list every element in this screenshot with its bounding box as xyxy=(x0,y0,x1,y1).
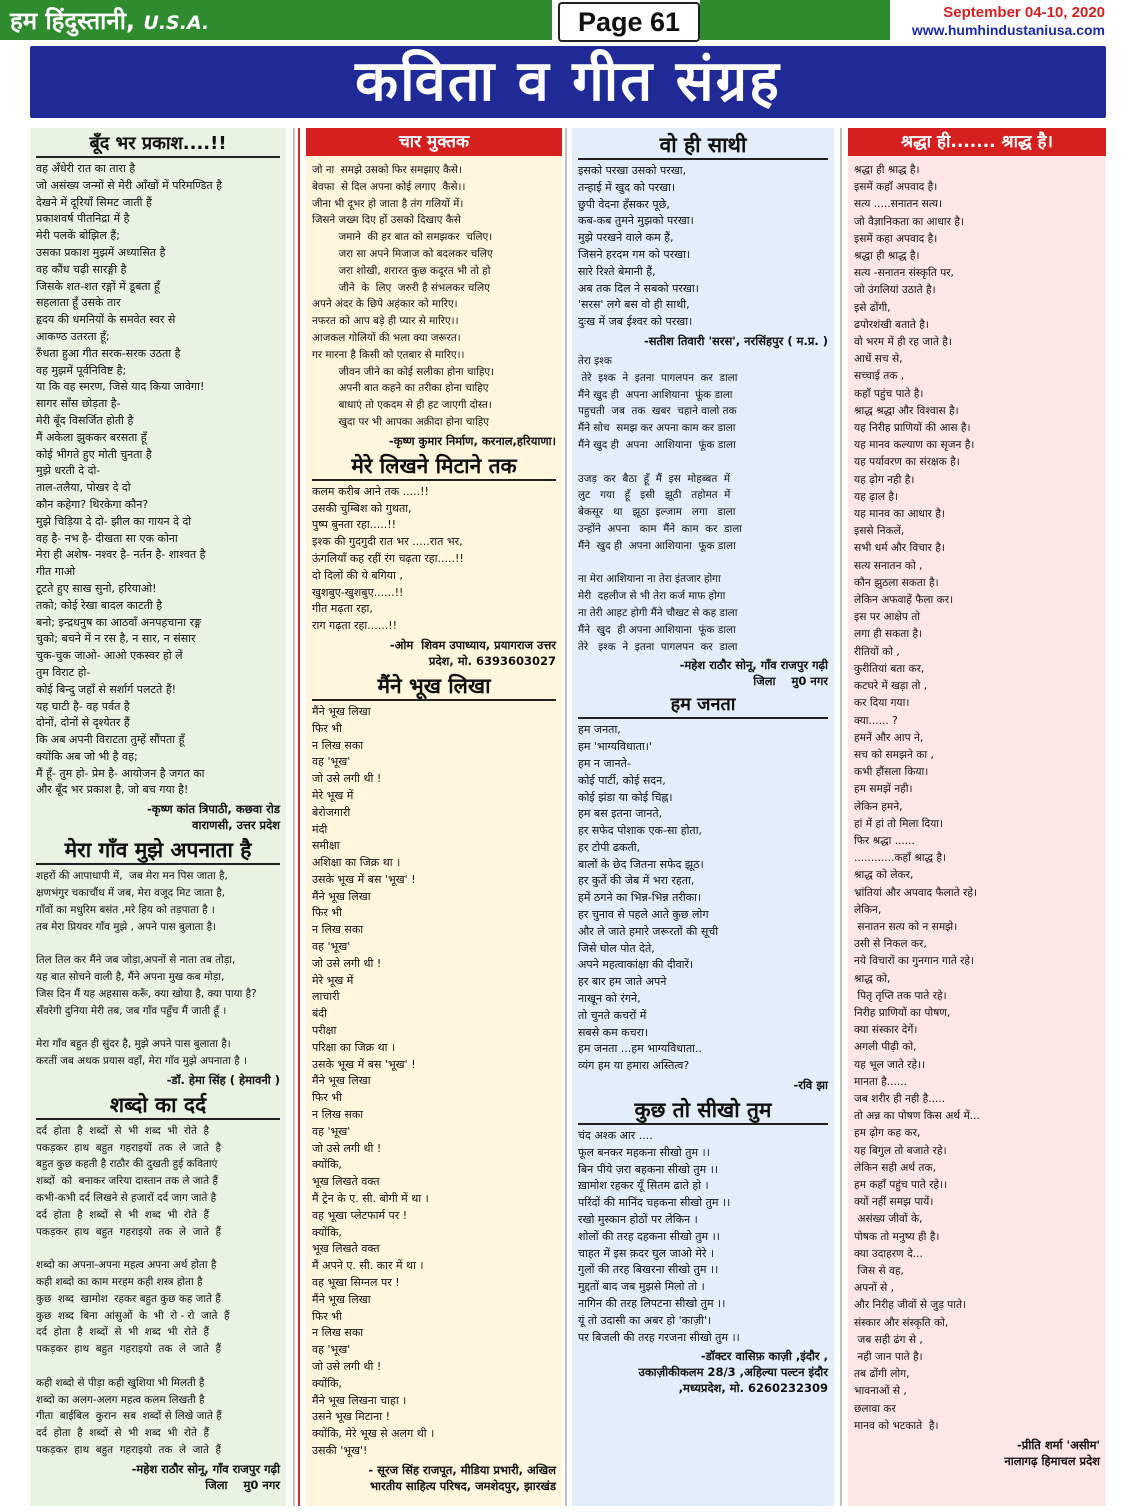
poem-author: -ओम शिवम उपाध्याय, प्रयागराज उत्तर प्रदेश, मो. 6393603027 xyxy=(389,637,556,668)
website-link[interactable]: www.humhindustaniusa.com xyxy=(911,22,1105,38)
column-3 xyxy=(572,128,834,1506)
column-divider xyxy=(840,128,842,1506)
masthead-green-strip xyxy=(700,0,890,40)
poem-body: हम जनता, हम 'भाग्यविधाता।' हम न जानते- कोई पार्टी, कोई सदन, कोई झंडा या कोई चिह्न। हम बस इतना जानते, हर सफेद पोशाक एक-सा होता, हर टोपी ढकती, बालों के छेद जितना सफेद झूठ। हर कुर्ते की जेब में भरा रहता, हमें ठगने का भिन्न-भिन्न तरीका। हर चुनाव से पहले आते कुछ लोग और ले जाते हमारे जरूरतों की सूची जिसे घोल पोत देते, अपने महत्वाकांक्षा की दीवारें। हर बार हम जाते अपने नाखून को रंगने, तो चुनते कचरों में सबसे कम कचरा। हम जनता ...हम भाग्यविधाता.. व्यंग हम या हमारा अस्तित्व? xyxy=(578,723,719,1073)
poem-author: - सूरज सिंह राजपूत, मीडिया प्रभारी, अखिल भारतीय साहित्य परिषद, जमशेदपुर, झारखंड xyxy=(368,1462,556,1493)
poem-title: हम जनता xyxy=(578,693,828,719)
poem-title: मैंने भूख लिखा xyxy=(312,673,556,701)
poem-title: चार मुक्तक xyxy=(306,128,562,156)
column-divider xyxy=(565,128,567,1506)
poem-author: -डॉ. हेमा सिंह ( हेमावनी ) xyxy=(166,1072,280,1087)
column-1 xyxy=(30,128,286,1506)
page-number: Page 61 xyxy=(558,2,700,42)
section-banner xyxy=(30,46,1106,118)
poem-body: मैंने भूख लिखा फिर भी न लिख सका वह 'भूख' जो उसे लगी थी ! मेरे भूख में बेरोजगारी मंदी समीक्षा अशिक्षा का जिक्र था । उसके भूख में बस 'भूख' ! मैंने भूख लिखा फिर भी न लिख सका वह 'भूख' जो उसे लगी थी ! मेरे भूख में लाचारी बंदी परीक्षा परिक्षा का जिक्र था । उसके भूख में बस 'भूख' ! मैंने भूख लिखा फिर भी न लिख सका वह 'भूख' जो उसे लगी थी ! क्योंकि, भूख लिखते वक्त मैं ट्रेन के ए. सी. बोगी में था । वह भूखा प्लेटफार्म पर ! क्योंकि, भूख लिखते वक्त मैं अपने ए. सी. कार में था । वह भूखा सिग्नल पर ! मैंने भूख लिखा फिर भी न लिख सका वह 'भूख' जो उसे लगी थी ! क्योंकि, मैंने भूख लिखना चाहा । उसने भूख मिटाना ! क्योंकि, मेरे भूख से अलग थी । उसकी 'भूख'! xyxy=(312,704,435,1457)
newspaper-title-hindi: हम हिंदुस्तानी, xyxy=(10,7,136,35)
poem-title: बूँद भर प्रकाश....!! xyxy=(36,132,280,158)
poem-title: श्रद्धा ही....... श्राद्ध है। xyxy=(848,128,1106,156)
poem-body: वह अँधेरी रात का तारा है जो असंख्य जन्मों से मेरी आँखों में परिमण्डित है देखने में दूरियाँ सिमट जाती हैं प्रकाशवर्ष पीतनिद्रा में है मेरी पलकें बोझिल हैं; उसका प्रकाश मुझमें अध्यासित है वह कौंध चढ़ी सारङ्गी है जिसके शत-शत रङ्गों में डूबता हूँ सहलाता हूँ उसके तार हृदय की धमनियों के समवेत स्वर से आकण्ठ उतरता हूँ; रुँधता हुआ गीत सरक-सरक उठता है वह मुझमें पूर्वनिविष्ट है; या कि वह स्मरण, जिसे याद किया जावेगा! सागर साँस छोड़ता है- मेरी बूँद विसर्जित होती है मैं अकेला झुककर बरसता हूँ कोई भीगते हुए मोती चुनता है मुझे धरती दे दो- ताल-तलैया, पोखर दे दो कौन कहेगा? थिरकेगा कौन? मुझे चिड़िया दे दो- झील का गायन दे दो वह है- नभ है- दीखता सा एक कोना मेरा ही अशेष- नश्वर है- नर्तन है- शाश्वत है गीत गाओ टूटते हुए साख सुनो, हरियाओ! तको; कोई रेखा बादल काटती है बनो; इन्द्रधनुष का आठवाँ अनपहचाना रङ्ग चुको; बचने में न रस है, न सार, न संसार चुक-चुक जाओ- आओ एकस्वर हो लें तुम विराट हो- कोई बिन्दु जहाँ से सर्शार्ग पलटते हैं! यह घाटी है- वह पर्वत है दोनों, दोनों से दृश्येतर हैं कि अब अपनी विराटता तुम्हें सौंपता हूँ क्योंकि अब जो भी है वह; मैं हूँ- तुम हो- प्रेम है- आयोजन है जगत का और बूँद भर प्रकाश है, जो बच गया है! xyxy=(36,162,222,797)
poem-body: इसको परखा उसको परखा, तन्हाई में खुद को परखा। छुपी वेदना हँसकर पूछे, कब-कब तुमने मुझको परखा। मुझे परखने वाले कम हैं, जिसने हरदम गम को परखा। सारे रिश्ते बेमानी हैं, अब तक दिल ने सबको परखा। 'सरस' लगे बस वो ही साथी, दुःख में जब ईश्वर को परखा। xyxy=(578,164,699,329)
issue-date: September 04-10, 2020 xyxy=(943,4,1105,21)
poem-title: शब्दो का दर्द xyxy=(36,1092,280,1120)
poem-author: -कृष्ण कांत त्रिपाठी, कछवा रोड वाराणसी, उत्तर प्रदेश xyxy=(147,802,280,833)
poem-author: -रवि झा xyxy=(793,1078,828,1093)
poem-author: -प्रीति शर्मा 'असीम' नालागढ़ हिमाचल प्रदेश xyxy=(1004,1438,1100,1469)
masthead-title-bar xyxy=(0,0,552,40)
poem-body: चंद अश्क आर .... फूल बनकर महकना सीखो तुम ।। बिन पीये ज़रा बहकना सीखो तुम ।। ख़ामोश रहकर यूँ सितम ढाते हो । परिंदों की मानिंद चहकना सीखो तुम ।। रखो मुस्कान होठों पर लेकिन । शोलों की तरह दहकना सीखो तुम ।। चाहत में इस क़दर घुल जाओ मेरे । गुलों की तरह बिखरना सीखो तुम ।। मुद्दतों बाद जब मुझसे मिलो तो । नागिन की तरह लिपटना सीखो तुम ।। यूं तो उदासी का अबर हो 'काज़ी'। पर बिजली की तरह गरजना सीखो तुम ।। xyxy=(578,1129,740,1344)
poem-title: कुछ तो सीखो तुम xyxy=(578,1097,828,1125)
poem-title: मेरा गाँव मुझे अपनाता है xyxy=(36,837,280,865)
newspaper-title xyxy=(10,4,209,37)
masthead xyxy=(0,0,1135,44)
poem-body: जो ना समझे उसको फिर समझाए कैसे। बेवफा से दिल अपना कोई लगाए कैसे।। जीना भी दूभर हो जाता है तंग गलियों में। जिसने जख्म दिए हों उसको दिखाए कैसे जमाने की हर बात को समझकर चलिए। जरा सा अपने मिजाज को बदलकर चलिए जरा शोखी, शरारत कुछ कदूरत भी तो हो जीने के लिए जरुरी है संभलकर चलिए अपने अंदर के छिपे अहंकार को मारिए। नफरत को आप बड़े ही प्यार से मारिए।। आजकल गोलियों की भला क्या जरूरत। गर मारना है किसी को एतबार से मारिए।। जीवन जीने का कोई सलीका होना चाहिए। अपनी बात कहने का तरीका होना चाहिए बाधाएं तो एकदम से ही हट जाएगी दोस्त। खुदा पर भी आपका अक़ीदा होना चाहिए xyxy=(312,164,495,428)
poem-author: -सतीश तिवारी 'सरस', नरसिंहपुर ( म.प्र. ) xyxy=(643,333,828,348)
poem-author: -महेश राठौर सोनू, गाँव राजपुर गढ़ी जिला मु0 नगर xyxy=(679,658,828,689)
poem-author: -महेश राठौर सोनू, गाँव राजपुर गढ़ी जिला मु0 नगर xyxy=(131,1461,280,1492)
column-4 xyxy=(848,128,1106,1506)
section-title: कविता व गीत संग्रह xyxy=(355,49,781,114)
column-divider xyxy=(298,128,300,1506)
poem-body: कलम करीब आने तक .....!! उसकी चुम्बिश को गुथता, पुष्प बुनता रहा.....!! इश्क की गुदगुदी रात भर .....रात भर, ऊंगलियाँ कह रहीं रंग चढ़ता रहा.....!! दो दिलों की ये बगिया , खुशबुए-खुशबुए......!! गीत मढ़ता रहा, राग गढ़ता रहा......!! xyxy=(312,484,464,633)
poem-body: श्रद्धा ही श्राद्ध है। इसमें कहाँ अपवाद है। सत्य .....सनातन सत्य। जो वैज्ञानिकता का आधार है। इसमें कहा अपवाद है। श्रद्धा ही श्राद्ध है। सत्य -सनातन संस्कृति पर, जो उंगलियां उठाते है। इसे ढोंगी, ढपोरशंखी बताते है। वो भरम में ही रह जाते है। आधें सच से, सच्चाई तक , कहाँ पहुंच पाते है। श्राद्ध श्रद्धा और विश्वास है। यह निरीह प्राणियों की आस है। यह मानव कल्याण का सृजन है। यह पर्यावरण का संरक्षक है। यह ढ़ोग नही है। यह ढ़ाल है। यह मानव का आधार है। इससे निकलें, सभी धर्म और विचार है। सत्य सनातन को , कौन झुठला सकता है। लेकिन अफवाहें फैला कर। इस पर आक्षेप तो लगा ही सकता है। रीतियों को , कुरीतियां बता कर, कटघरे में खड़ा तो , कर दिया गया। क्या...... ? हमनें और आप ने, सच को समझने का , कभी हौंसला किया। हम समझें नही। लेकिन हमने, हां में हां तो मिला दिया। फिर श्रद्धा ...... ............कहाँ श्राद्ध है। श्राद्ध को लेकर, भ्रांतियां और अपवाद फैलाते रहे। लेकिन, सनातन सत्य को न समझे। उसी से निकल कर, नये विचारों का गुनगान गाते रहे। श्राद्ध को, पितृ तृप्ति तक पाते रहे। निरीह प्राणियों का पोषण, क्या संस्कार देगें। अगली पीढ़ी को, यह भूल जाते रहे।। मानता है...... जब शरीर ही नही है..... तो अन्न का पोषण किस अर्थ में... हम ढ़ोग कह कर, यह बिगुल तो बजाते रहे। लेकिन सही अर्थ तक, हम कहाँ पहुंच पाते रहे।। क्यों नहीं समझ पायें। असंख्य जीवों के, पोषक तो मनुष्य ही है। क्या उदाहरण दे... जिस से वह, अपनों से , और निरीह जीवों से जुड़ पाते। संस्कार और संस्कृति को, जब सही ढंग से , नही जान पाते है। तब ढोंगी लोग, भावनाओं से , छलावा कर मानव को भटकाते है। xyxy=(854,164,980,1432)
column-divider xyxy=(293,128,295,1506)
poem-title: मेरे लिखने मिटाने तक xyxy=(312,453,556,481)
poem-author: -डॉक्टर वासिफ़ काज़ी ,इंदौर , उकाज़ीकीकलम 28/3 ,अहिल्या पल्टन इंदौर ,मध्यप्रदेश, मो. 6260232309 xyxy=(638,1349,828,1396)
poem-title: वो ही साथी xyxy=(578,132,828,160)
column-2 xyxy=(306,128,562,1506)
poem-body: शहरों की आपाधापी में, जब मेरा मन पिस जाता है, क्षणभंगुर चकाचौंध में जब, मेरा वजूद मिट जाता है, गाँवों का मधुरिम बसंत ,मरे हिय को तड़पाता है । तब मेरा प्रियवर गाँव मुझे , अपने पास बुलाता है। तिल तिल कर मैंने जब जोड़ा,अपनों से नाता तब तोड़ा, यह बात सोचने वाली है, मैंने अपना मुख कब मोड़ा, जिस दिन मैं यह अहसास करूँ, क्या खोया है, क्या पाया है? सँवरेगी दुनिया मेरी तब, जब गाँव पहुँच मैं जाती हूँ । मेरा गाँव बहुत ही सुंदर है, मुझे अपने पास बुलाता है। करतीं जब अथक प्रयास वहाँ, मेरा गाँव मुझे अपनाता है । xyxy=(36,870,257,1068)
poem-body: तेरा इश्क तेरे इश्क ने इतना पागलपन कर डाला मैंने खुद ही अपना आशियाना फूंक डाला पहुचती जब तक खबर चहाने वालो तक मैंने सोच समझ कर अपना काम कर डाला मैंने खुद ही अपना आशियाना फूंक डाला उजड़ कर बैठा हूँ मैं इस मोहब्बत में लुट गया हूँ इसी झूठी तहोमत में बेकसूर था झूठा इल्जाम लगा डाला उन्होंने अपना काम मैंने काम कर डाला मैंने खुद ही अपना आशियाना फूक डाला ना मेरा आशियाना ना तेरा इंतजार होगा मेरी दहलीज से भी तेरा कर्ज माफ होगा ना तेरी आहट होगी मैंने चौखट से कह डाला मैंने खुद ही अपना आशियाना फूंक डाला तेरे इश्क ने इतना पागलपन कर डाला xyxy=(578,354,742,653)
poem-body: दर्द होता है शब्दों से भी शब्द भी रोते है पकड़कर हाथ बहुत गहराइयों तक ले जाते है बहुत कुछ कहती है राठौर की दुखती हुई कविताएं शब्दों को बनाकर जरिया दास्तान तक ले जाते हैं कभी-कभी दर्द लिखने से हजारों दर्द जाग जाते है दर्द होता है शब्दों से भी शब्द भी रोते हैं पकड़कर हाथ बहुत गहराइयो तक ले जाते हैं शब्दो का अपना-अपना महत्व अपना अर्थ होता है कही शब्दो का काम मरहम कही शस्त्र होता है कुछ शब्द खामोश रहकर बहुत कुछ कह जाते हैं कुछ शब्द बिना आंसुओं के भी रो - रो जाते हैं दर्द होता है शब्दों से भी शब्द भी रोते हैं पकड़कर हाथ बहुत गहराइयो तक ले जाते हैं कही शब्दो से पीड़ा कही खुशिया भी मिलती है शब्दो का अलग-अलग महत्व कलम लिखती है गीता बाईबिल कुरान सब शब्दों से लिखे जाते हैं दर्द होता है शब्दों से भी शब्द भी रोते हैं पकड़कर हाथ बहुत गहराइयो तक ले जाते हैं xyxy=(36,1124,230,1456)
newspaper-title-usa: U.S.A. xyxy=(143,12,210,34)
poem-author: -कृष्ण कुमार निर्माण, करनाल,हरियाणा। xyxy=(388,433,556,448)
